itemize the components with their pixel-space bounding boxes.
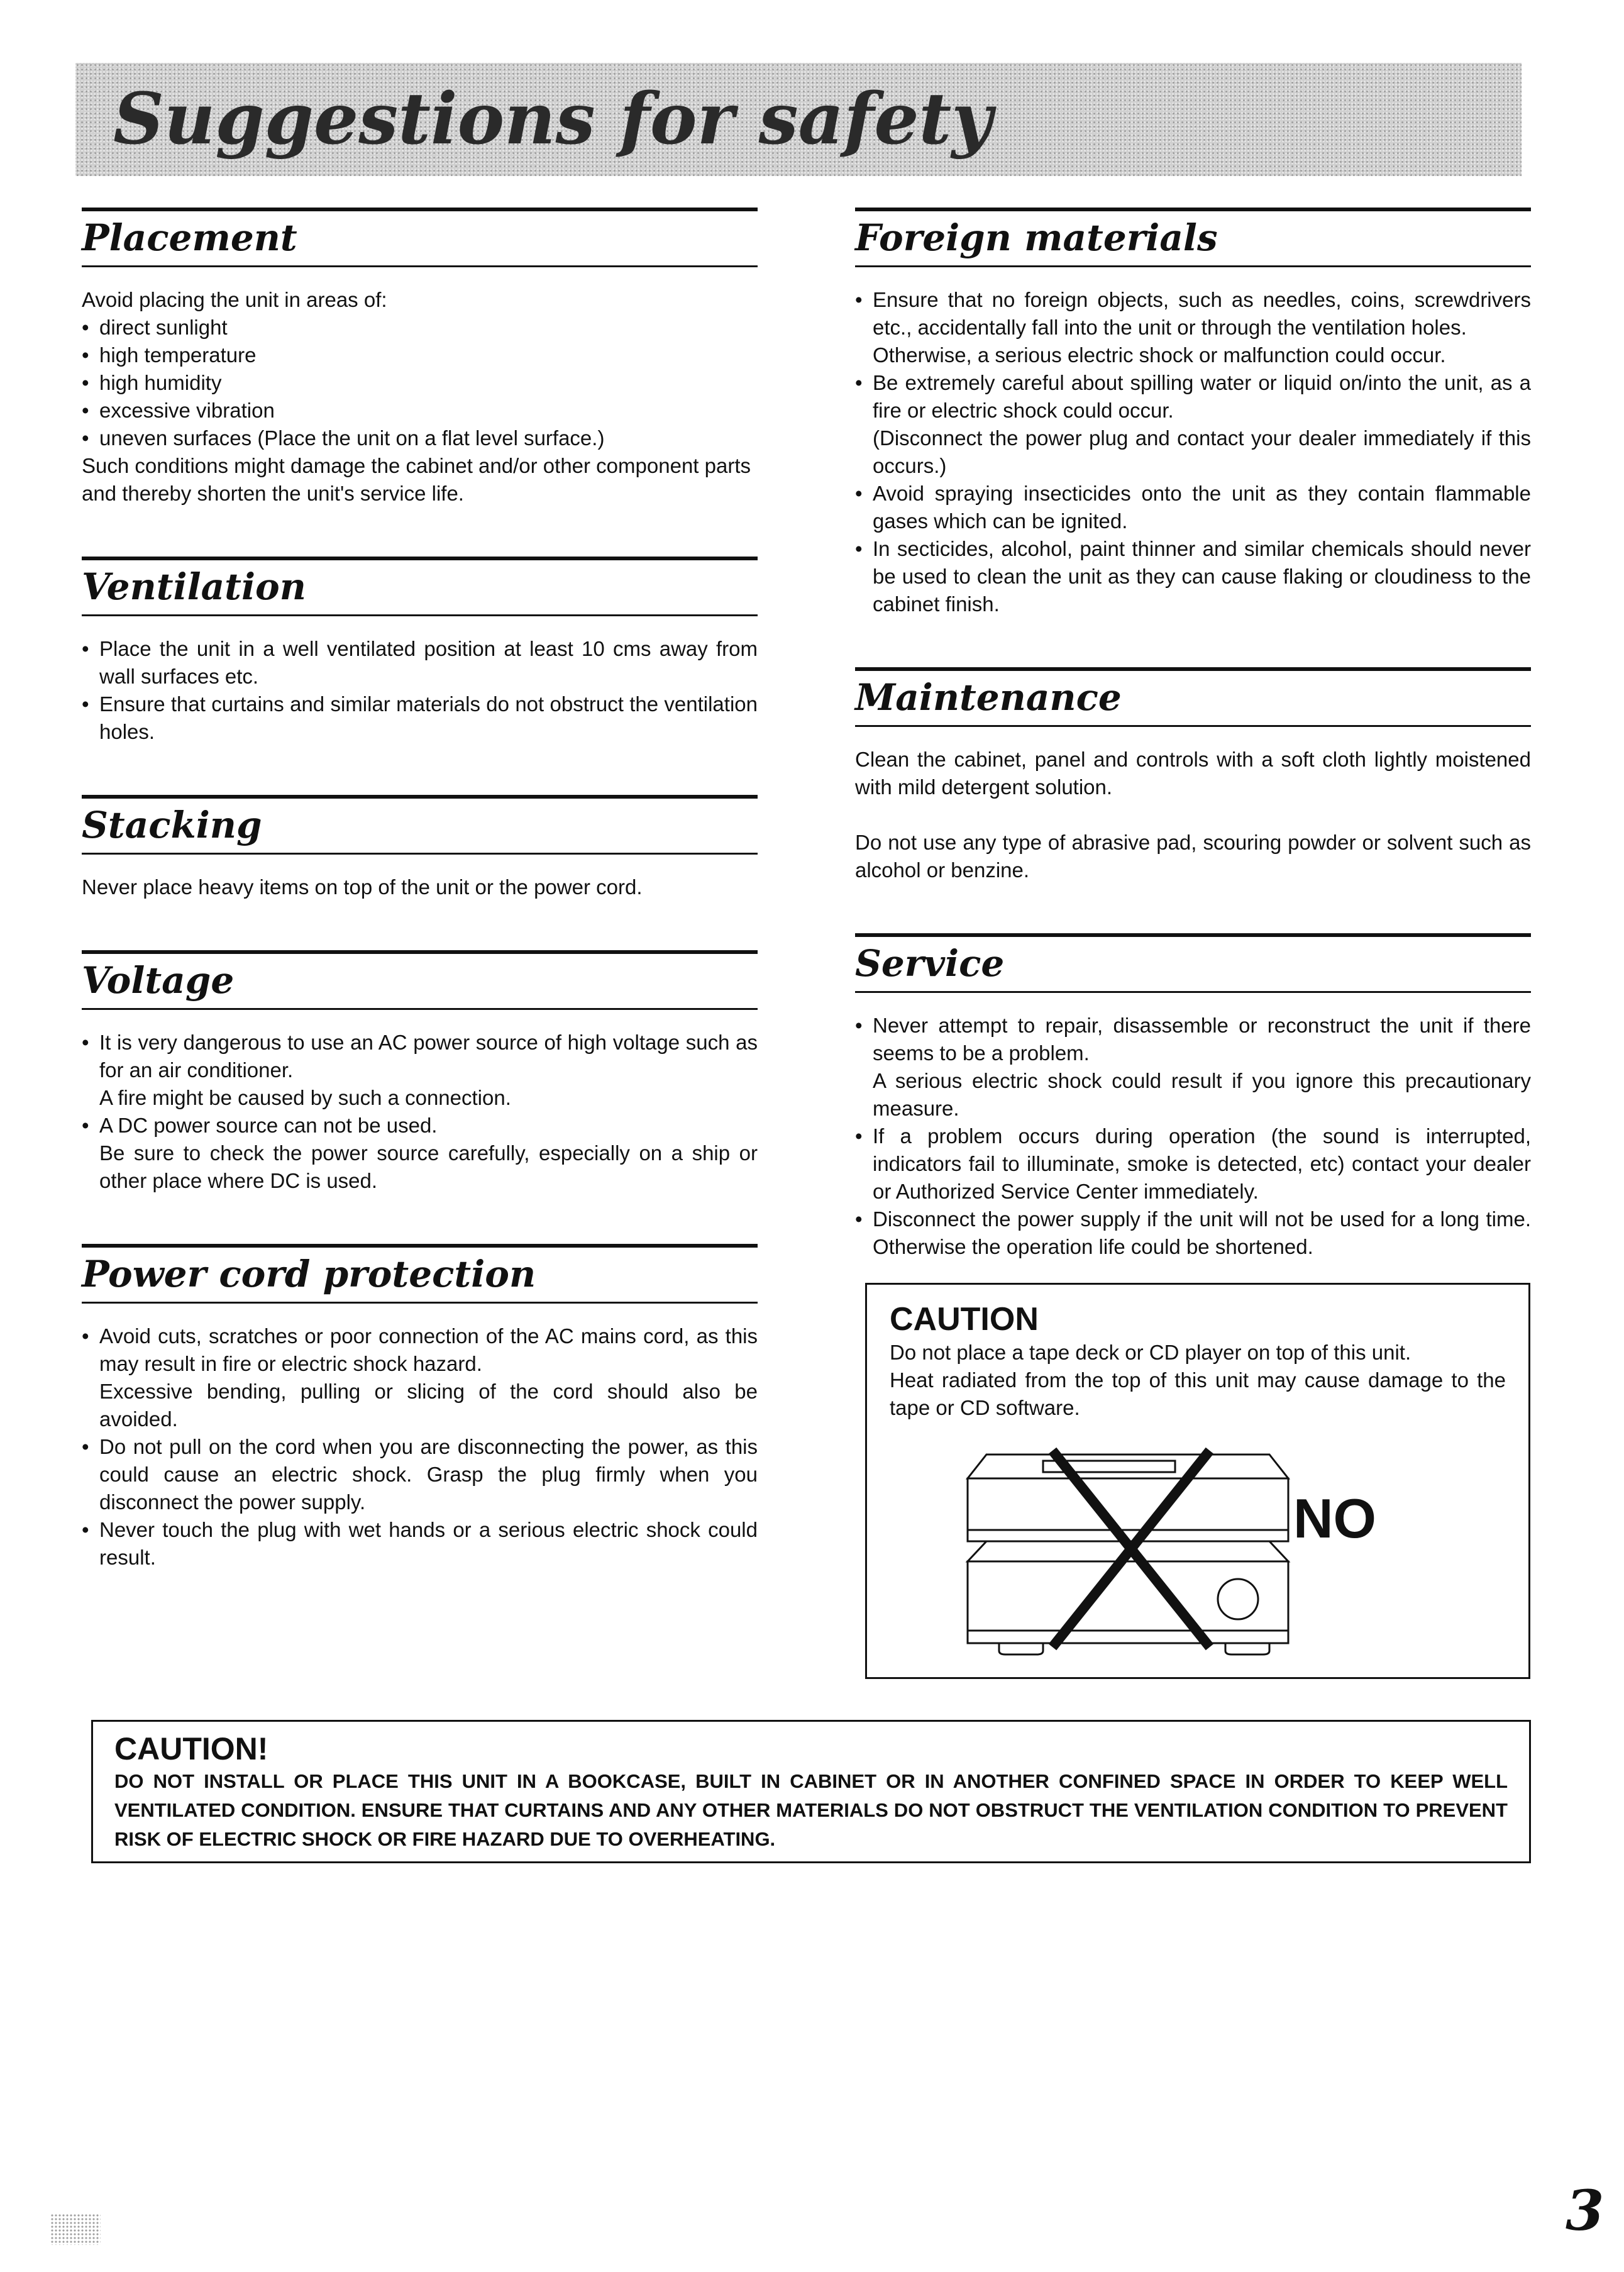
- body-paragraph: Clean the cabinet, panel and controls with a soft cloth lightly moistened with mild detergent solution.: [855, 748, 1531, 799]
- section-header: [82, 1244, 758, 1304]
- section-power-cord: [82, 1244, 758, 1571]
- scan-smudge: [50, 2214, 101, 2245]
- section-body: [855, 286, 1531, 618]
- section-body: [82, 873, 758, 901]
- section-body: [82, 635, 758, 746]
- section-header: [82, 950, 758, 1010]
- section-ventilation: [82, 557, 758, 746]
- section-header: [82, 795, 758, 855]
- list-item: • high temperature: [82, 341, 758, 369]
- caution-line: Do not place a tape deck or CD player on top of this unit.: [890, 1341, 1411, 1364]
- section-title: Stacking: [82, 804, 262, 846]
- list-item: • If a problem occurs during operation (the sound is interrupted, indicators fail to illuminate, smoke is detected, etc) contact your dealer or Authorized Service Center immediately.: [855, 1122, 1531, 1205]
- section-title: Service: [855, 942, 1005, 985]
- caution-heading: CAUTION: [890, 1301, 1039, 1338]
- body-paragraph: Do not use any type of abrasive pad, scouring powder or solvent such as alcohol or benzine.: [855, 831, 1531, 882]
- caution-box: [865, 1283, 1530, 1679]
- list-item: • Avoid spraying insecticides onto the unit as they contain flammable gases which can be ignited.: [855, 480, 1531, 535]
- section-body: [82, 1322, 758, 1571]
- list-item: • It is very dangerous to use an AC power source of high voltage such as for an air conditioner.: [82, 1029, 758, 1084]
- list-item: • Ensure that no foreign objects, such as needles, coins, screwdrivers etc., accidentally fall into the unit or through the ventilation holes.: [855, 286, 1531, 341]
- list-item-followup: Be sure to check the power source carefully, especially on a ship or other place where DC is used.: [99, 1141, 758, 1192]
- list-item: • uneven surfaces (Place the unit on a flat level surface.): [82, 424, 758, 452]
- section-header: [82, 208, 758, 267]
- section-stacking: [82, 795, 758, 901]
- section-header: [855, 933, 1531, 993]
- section-title: Ventilation: [82, 565, 306, 608]
- caution-body: [890, 1339, 1506, 1422]
- section-header: [855, 208, 1531, 267]
- section-placement: [82, 208, 758, 507]
- title-banner: [75, 63, 1522, 176]
- section-title: Placement: [82, 216, 297, 259]
- list-item: • Be extremely careful about spilling water or liquid on/into the unit, as a fire or electric shock could occur.: [855, 369, 1531, 424]
- caution-line: Heat radiated from the top of this unit may cause damage to the tape or CD software.: [890, 1368, 1506, 1419]
- section-body: [82, 1029, 758, 1195]
- list-item: • Do not pull on the cord when you are disconnecting the power, as this could cause an electric shock. Grasp the plug firmly when you disconnect the power supply.: [82, 1433, 758, 1516]
- list-item-followup: A fire might be caused by such a connection.: [99, 1086, 511, 1109]
- section-voltage: [82, 950, 758, 1195]
- outro-text: Such conditions might damage the cabinet and/or other component parts and thereby shorten the unit's service life.: [82, 454, 751, 505]
- section-header: [855, 667, 1531, 727]
- section-maintenance: [855, 667, 1531, 884]
- list-item: • Never touch the plug with wet hands or a serious electric shock could result.: [82, 1516, 758, 1571]
- left-column: [82, 208, 758, 1621]
- list-item: • Place the unit in a well ventilated position at least 10 cms away from wall surfaces etc.: [82, 635, 758, 690]
- section-foreign-materials: [855, 208, 1531, 618]
- page-title: Suggestions for safety: [113, 78, 993, 160]
- list-item-followup: Otherwise, a serious electric shock or malfunction could occur.: [873, 343, 1446, 367]
- caution-body: DO NOT INSTALL OR PLACE THIS UNIT IN A BOOKCASE, BUILT IN CABINET OR IN ANOTHER CONFINED SPACE IN ORDER TO KEEP WELL VENTILATED CONDITION. ENSURE THAT CURTAINS AND ANY OTHER MATERIALS DO NOT OBSTRUCT THE VENTILATION CONDITION TO PREVENT RISK OF ELECTRIC SHOCK OR FIRE HAZARD DUE TO OVERHEATING.: [114, 1770, 1508, 1850]
- no-label: NO: [1293, 1487, 1376, 1549]
- caution-heading: CAUTION!: [114, 1731, 268, 1766]
- stacked-units-illustration: [961, 1442, 1301, 1668]
- list-item: • In secticides, alcohol, paint thinner and similar chemicals should never be used to clean the unit as they can cause flaking or cloudiness to the cabinet finish.: [855, 535, 1531, 618]
- section-title: Voltage: [82, 959, 235, 1002]
- list-item: • direct sunlight: [82, 314, 758, 341]
- section-service: [855, 933, 1531, 1261]
- intro-text: Avoid placing the unit in areas of:: [82, 288, 387, 311]
- list-item: • Never attempt to repair, disassemble or reconstruct the unit if there seems to be a problem.: [855, 1012, 1531, 1067]
- section-body: [82, 286, 758, 507]
- list-item: • high humidity: [82, 369, 758, 397]
- list-item: • Ensure that curtains and similar materials do not obstruct the ventilation holes.: [82, 690, 758, 746]
- section-title: Foreign materials: [855, 216, 1218, 259]
- section-title: Power cord protection: [82, 1253, 536, 1295]
- right-column: [855, 208, 1531, 1310]
- list-item-followup: Excessive bending, pulling or slicing of the cord should also be avoided.: [99, 1380, 758, 1431]
- list-item: • Avoid cuts, scratches or poor connection of the AC mains cord, as this may result in fire or electric shock hazard.: [82, 1322, 758, 1378]
- list-item-followup: (Disconnect the power plug and contact your dealer immediately if this occurs.): [873, 426, 1531, 477]
- list-item: • A DC power source can not be used.: [82, 1112, 758, 1139]
- page-number: 3: [1566, 2178, 1605, 2243]
- section-title: Maintenance: [855, 676, 1122, 719]
- section-body: [855, 746, 1531, 884]
- section-header: [82, 557, 758, 616]
- list-item: • Disconnect the power supply if the unit will not be used for a long time. Otherwise the operation life could be shortened.: [855, 1205, 1531, 1261]
- body-paragraph: Never place heavy items on top of the unit or the power cord.: [82, 875, 643, 899]
- list-item-followup: A serious electric shock could result if you ignore this precautionary measure.: [873, 1069, 1531, 1120]
- section-body: [855, 1012, 1531, 1261]
- list-item: • excessive vibration: [82, 397, 758, 424]
- caution-warning-box: [91, 1720, 1531, 1863]
